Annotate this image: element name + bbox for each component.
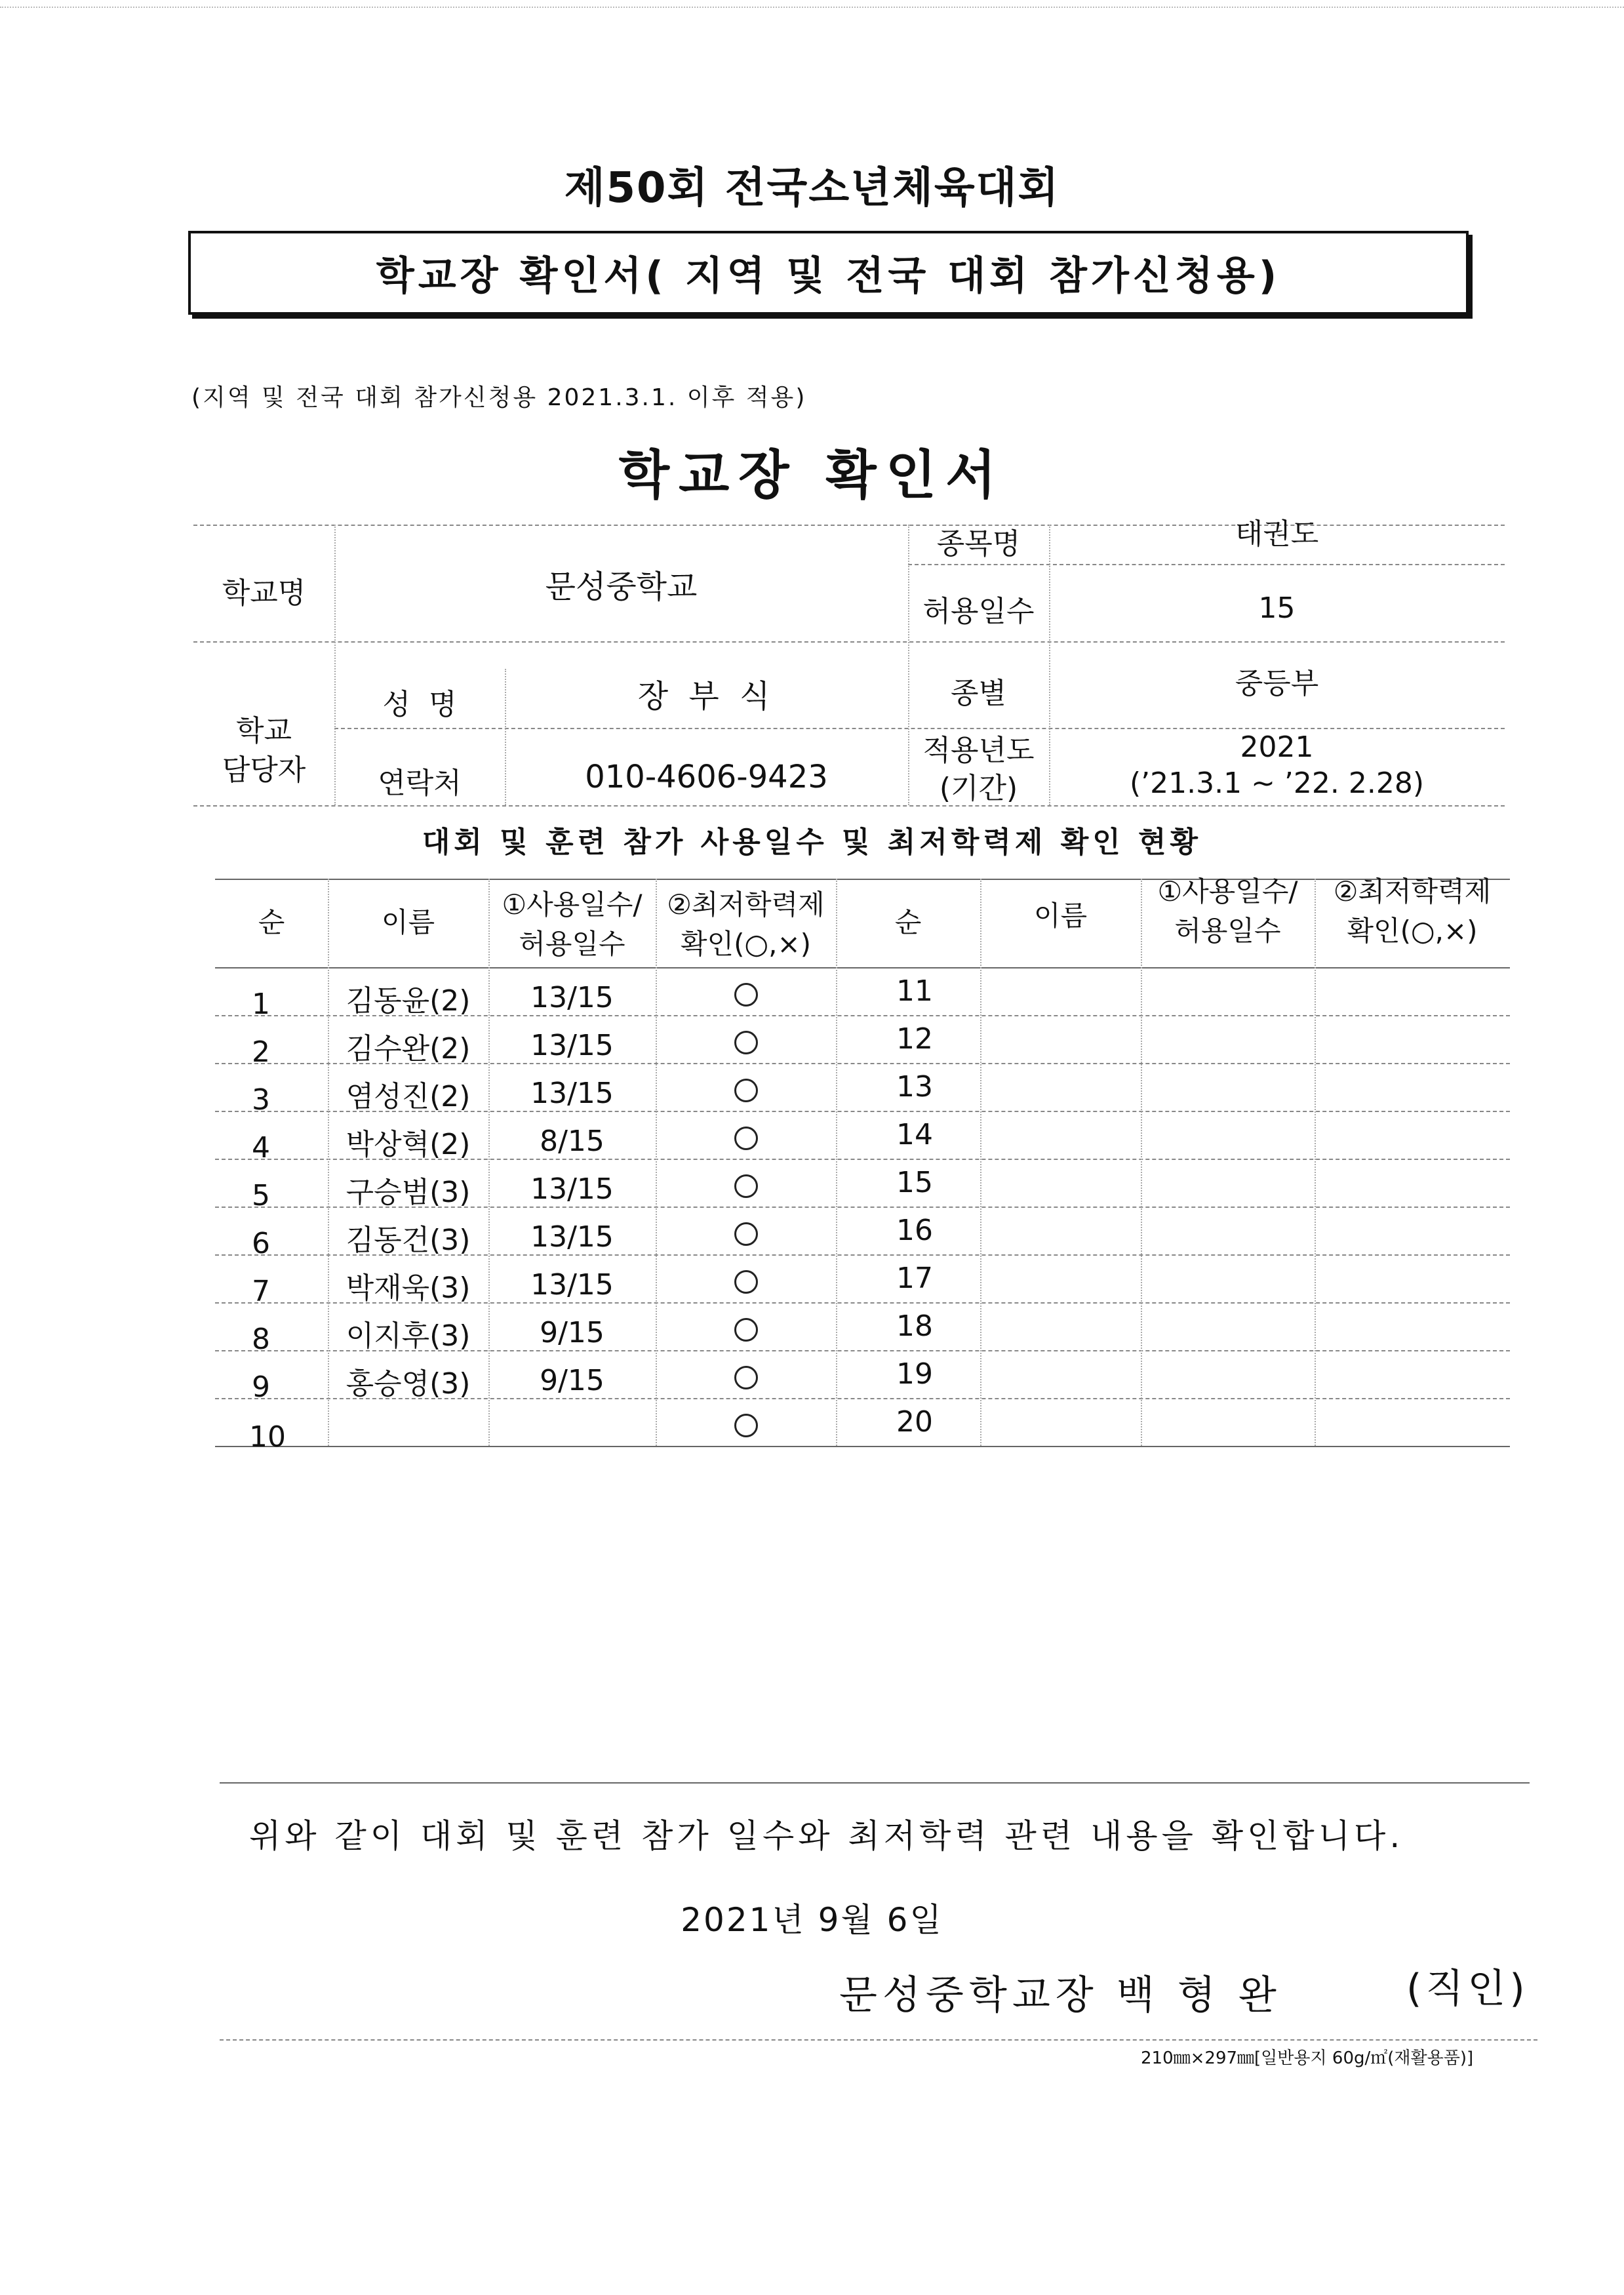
phone-value: 010-4606-9423 [585,758,828,795]
row-days: 9/15 [540,1363,604,1397]
row-no: 10 [249,1420,286,1454]
header-check-line1: ②최저학력제 [1333,875,1492,908]
row-days [488,1405,656,1452]
school-name-value: 문성중학교 [545,568,698,605]
event-value: 태권도 [1235,517,1319,551]
row-check [656,1353,836,1401]
header-no: 순 [894,906,922,939]
circle-mark-icon [734,1079,758,1102]
row-no: 5 [252,1178,270,1212]
row-no: 6 [252,1226,270,1260]
row-check [656,1162,836,1210]
circle-mark-icon [734,1174,758,1198]
row-no: 18 [896,1309,933,1343]
allowed-days-value: 15 [1258,591,1296,625]
row-check [656,1210,836,1258]
footer-rule [220,2039,1537,2041]
paper-spec-footer: 210㎜×297㎜[일반용지 60g/㎡(재활용품)] [1141,2048,1474,2068]
header-days-line1: ①사용일수/ [1157,875,1298,908]
row-no: 15 [896,1165,933,1199]
row-check [656,1114,836,1162]
header-days-line1: ①사용일수/ [502,888,643,921]
row-no: 7 [252,1274,270,1308]
row-days: 13/15 [530,1076,614,1110]
confirmation-statement: 위와 같이 대회 및 훈련 참가 일수와 최저학력 관련 내용을 확인합니다. [249,1817,1404,1855]
row-name: 홍승영(3) [346,1367,471,1401]
row-check [656,1018,836,1066]
boxed-title [188,231,1469,315]
row-name: 염성진(2) [346,1079,471,1113]
row-no: 17 [896,1261,933,1295]
header-no: 순 [258,906,285,939]
form-title: 학교장 확인서 [618,445,1006,506]
row-check [656,1066,836,1114]
row-check [656,1401,836,1449]
header-check-line1: ②최저학력제 [667,888,825,921]
row-name: 박상혁(2) [346,1127,471,1161]
circle-mark-icon [734,1031,758,1054]
school-name-label: 학교명 [222,576,306,610]
event-label: 종목명 [936,527,1021,561]
official-seal-mark: (직인) [1406,1966,1529,2012]
phone-label: 연락처 [378,767,462,801]
top-edge-line [0,0,1624,8]
info-rule [193,641,1505,643]
row-no: 4 [252,1130,270,1165]
circle-mark-icon [734,983,758,1007]
division-label: 종별 [950,676,1006,710]
row-name: 김동건(3) [346,1223,471,1257]
row-no: 11 [896,974,933,1008]
allowed-days-label: 허용일수 [922,594,1035,628]
row-name: 구승범(3) [346,1175,471,1209]
year-label-line2: (기간) [939,771,1018,805]
header-name: 이름 [1033,900,1088,932]
row-no: 13 [896,1069,933,1104]
contact-label-line2: 담당자 [222,753,306,788]
row-no: 14 [896,1117,933,1151]
circle-mark-icon [734,1318,758,1342]
applicability-note: (지역 및 전국 대회 참가신청용 2021.3.1. 이후 적용) [191,384,807,411]
row-name: 김수완(2) [346,1031,471,1066]
header-name: 이름 [381,906,435,939]
row-no: 20 [896,1405,933,1439]
person-name-label: 성 명 [382,688,457,722]
row-name: 박재욱(3) [346,1271,471,1305]
event-title: 제50회 전국소년체육대회 [564,164,1060,212]
header-days-line2: 허용일수 [519,927,625,960]
header-check-line2: 확인(○,×) [1347,914,1478,947]
row-name [328,1408,488,1456]
row-days: 13/15 [530,1028,614,1062]
row-no: 1 [252,987,270,1021]
section-title: 대회 및 훈련 참가 사용일수 및 최저학력제 확인 현황 [422,826,1202,859]
row-days: 13/15 [530,1172,614,1206]
row-days: 13/15 [530,1220,614,1254]
circle-mark-icon [734,1414,758,1437]
row-no: 12 [896,1022,933,1056]
period-value: (’21.3.1 ~ ’22. 2.28) [1129,767,1425,801]
circle-mark-icon [734,1127,758,1150]
row-days: 13/15 [530,980,614,1014]
row-days: 13/15 [530,1267,614,1302]
row-no: 19 [896,1357,933,1391]
circle-mark-icon [734,1270,758,1294]
table-divider [1141,879,1142,1446]
year-label-line1: 적용년도 [922,734,1035,768]
row-name: 김동윤(2) [346,984,471,1018]
row-check [656,970,836,1018]
row-no: 9 [252,1370,270,1404]
row-days: 8/15 [540,1124,604,1158]
header-check-line2: 확인(○,×) [680,927,812,960]
table-divider [1315,879,1316,1446]
person-name-value: 장 부 식 [637,678,776,715]
row-name: 이지후(3) [346,1319,471,1353]
circle-mark-icon [734,1366,758,1389]
row-no: 8 [252,1322,270,1356]
confirmation-date: 2021년 9월 6일 [681,1901,943,1939]
row-no: 16 [896,1213,933,1247]
boxed-title-text: 학교장 확인서( 지역 및 전국 대회 참가신청용) [376,253,1281,299]
contact-label-line1: 학교 [235,714,292,748]
row-check [656,1258,836,1306]
confirmation-rule [220,1782,1530,1784]
header-days-line2: 허용일수 [1174,914,1281,947]
circle-mark-icon [734,1222,758,1246]
row-days: 9/15 [540,1315,604,1349]
principal-name: 문성중학교장 백 형 완 [839,1972,1282,2018]
row-no: 3 [252,1083,270,1117]
row-check [656,1306,836,1353]
row-no: 2 [252,1035,270,1069]
division-value: 중등부 [1235,666,1319,700]
year-value: 2021 [1240,730,1314,765]
